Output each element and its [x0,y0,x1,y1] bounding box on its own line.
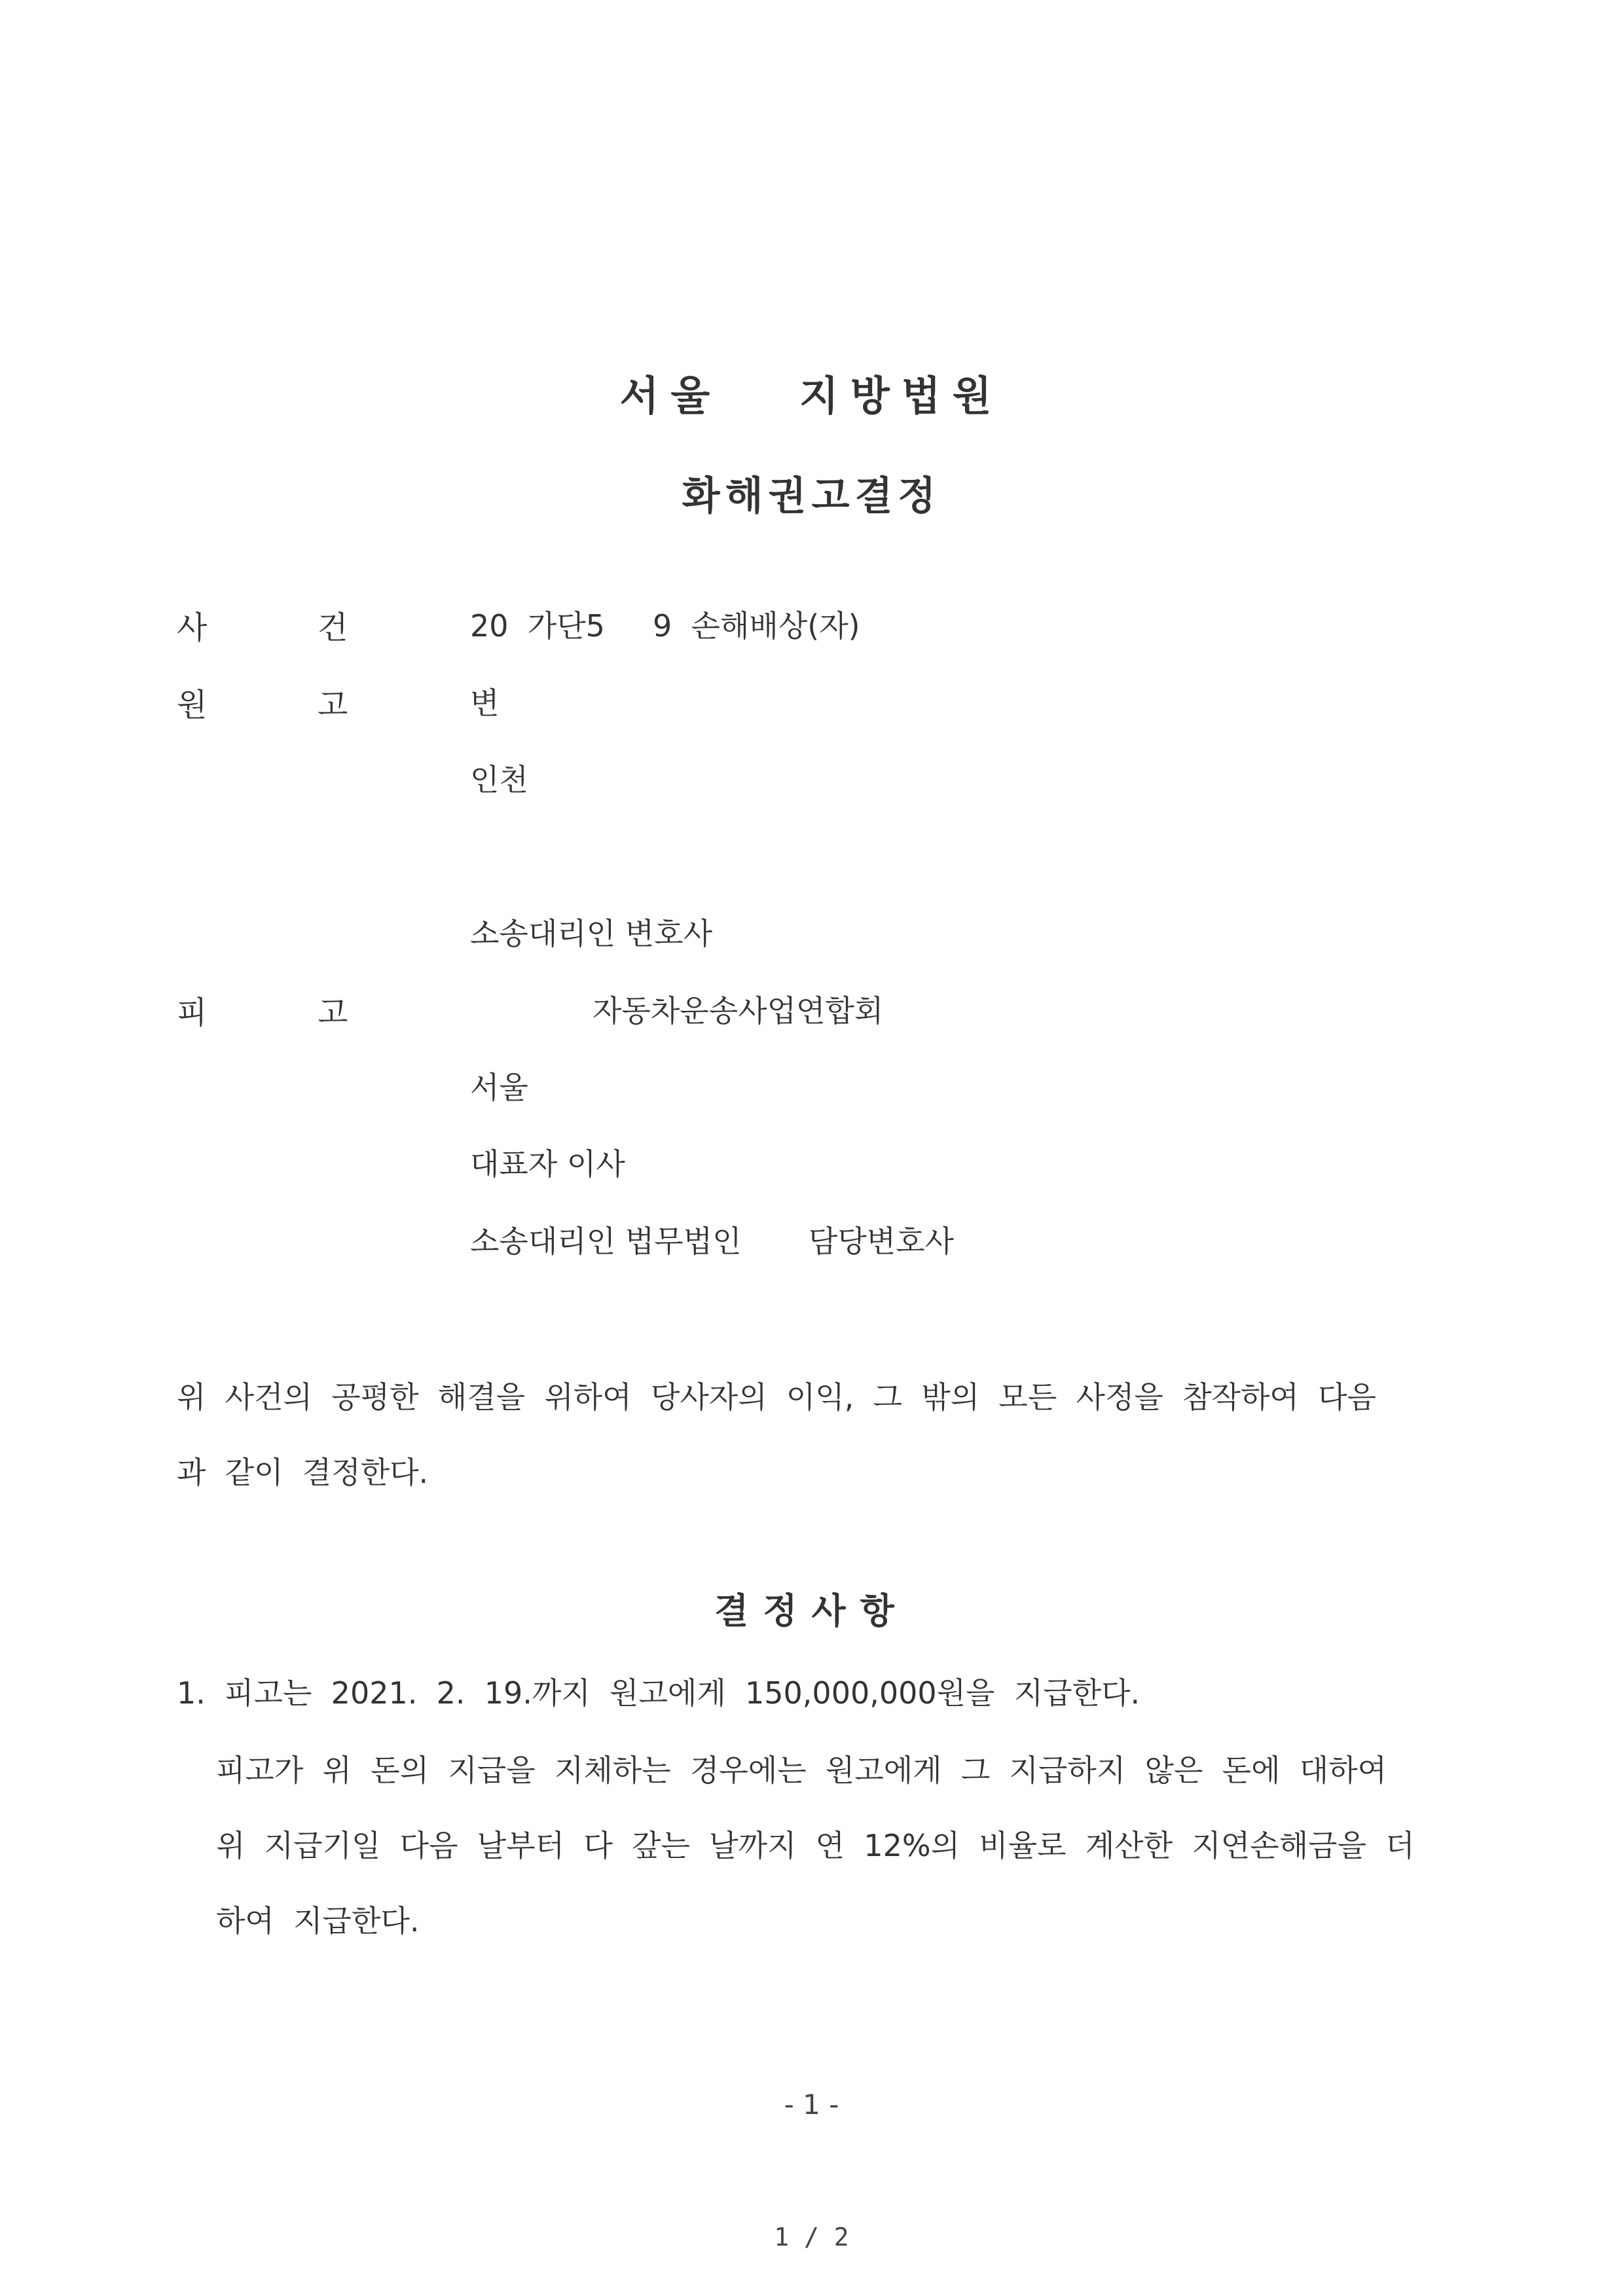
plaintiff-address: 인천 [470,762,528,797]
plaintiff-name: 변 [470,685,500,721]
defendant-attorney: 소송대리인 법무법인 담당변호사 [470,1224,955,1259]
page-number: - 1 - [784,2088,839,2121]
decision-item-1-continuation-2: 위 지급기일 다음 날부터 다 갚는 날까지 연 12%의 비율로 계산한 지연손해금을 더 [216,1828,1415,1863]
plaintiff-attorney: 소송대리인 변호사 [470,916,713,951]
case-number: 20 가단5 9 손해배상(자) [470,608,860,644]
preamble-line-2: 과 같이 결정한다. [177,1455,429,1490]
defendant-label-1: 피 [177,994,208,1031]
defendant-address: 서울 [470,1070,528,1105]
decision-section-title: 결정사항 [714,1590,909,1631]
case-label-2: 건 [318,610,348,646]
decision-item-1-continuation-3: 하여 지급한다. [216,1903,420,1939]
document-title: 화해권고결정 [682,473,941,519]
plaintiff-label-1: 원 [177,687,208,723]
defendant-label-2: 고 [318,994,348,1031]
decision-item-1: 1. 피고는 2021. 2. 19.까지 원고에게 150,000,000원을 지급한다. [177,1675,1140,1711]
case-label-1: 사 [177,610,208,646]
page-count: 1 / 2 [774,2223,849,2251]
court-name: 서울 지방법원 [619,372,1004,420]
preamble-line-1: 위 사건의 공평한 해결을 위하여 당사자의 이익, 그 밖의 모든 사정을 참작하여 다음 [177,1379,1376,1415]
defendant-representative: 대표자 이사 [470,1146,625,1182]
decision-item-1-continuation-1: 피고가 위 돈의 지급을 지체하는 경우에는 원고에게 그 지급하지 않은 돈에 대하여 [216,1753,1387,1788]
plaintiff-label-2: 고 [318,687,348,723]
defendant-name: 자동차운송사업연합회 [593,993,884,1029]
